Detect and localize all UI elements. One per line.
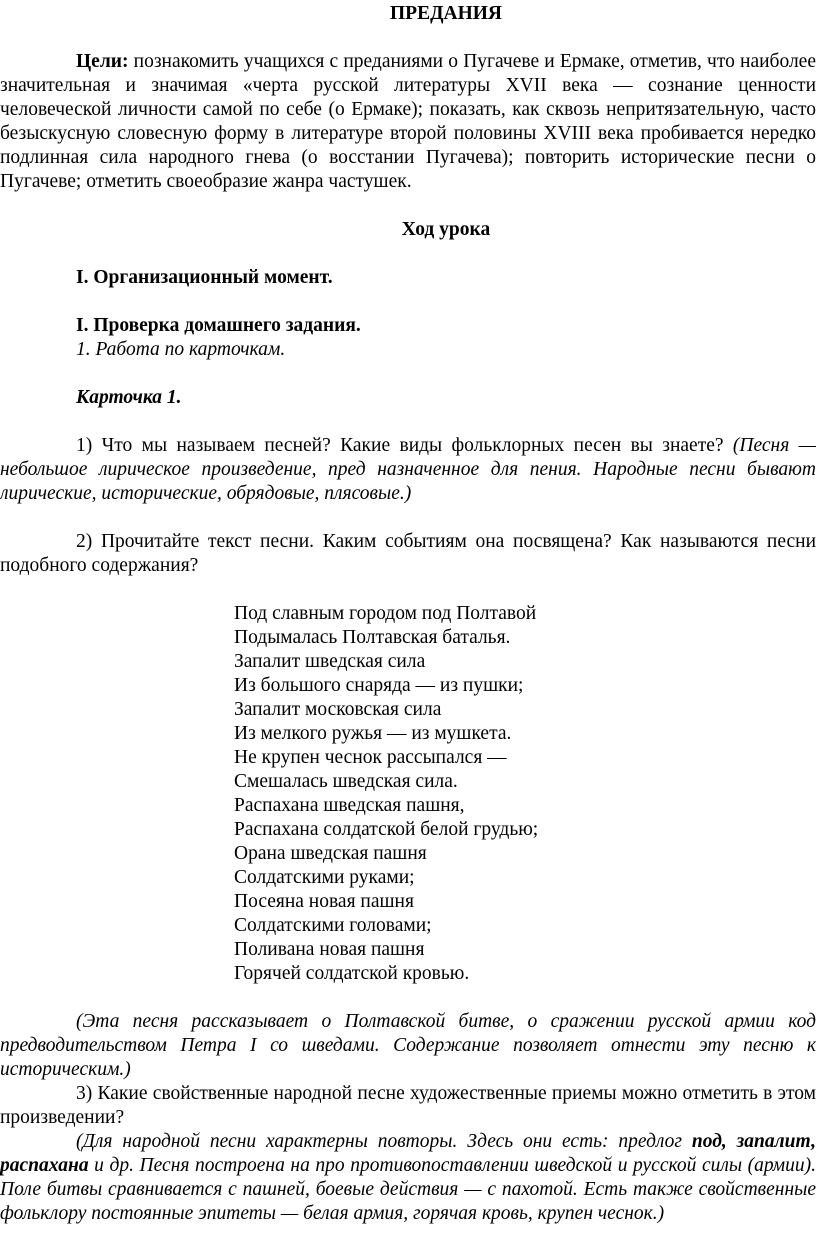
poem-line: Орана шведская пашня: [234, 843, 427, 864]
poem-line: Не крупен чеснок рассыпался —: [234, 747, 507, 768]
goals-label: Цели:: [76, 51, 129, 72]
question-3-answer: [0, 1130, 816, 1226]
question-2: 2) Прочитайте текст песни. Каким событиям она посвящена? Как называются песни подобного содержания?: [0, 531, 816, 576]
poem-line: Смешалась шведская сила.: [234, 771, 458, 792]
section-homework-subitem: 1. Работа по карточкам.: [76, 339, 286, 360]
poem-line: Поливана новая пашня: [234, 939, 425, 960]
spacer: [0, 26, 816, 50]
poem-line: Под славным городом под Полтавой: [234, 603, 537, 624]
spacer: [0, 290, 816, 314]
poem-line: Запалит московская сила: [234, 699, 442, 720]
question-3-answer-part2: и др. Песня построена на про противопоставлении шведской и русской силы (армии). Поле битвы сравнивается с пашней, боевые действия — с пахотой. Есть также свойственные фольклору постоянные эпитеты — белая армия, горячая кровь, крупен чеснок.): [0, 1155, 816, 1224]
poem-line: Солдатскими головами;: [234, 915, 432, 936]
poem-line: Подымалась Полтавская баталья.: [234, 627, 511, 648]
page-title: ПРЕДАНИЯ: [389, 3, 502, 24]
spacer: [0, 194, 816, 218]
spacer: [0, 362, 816, 386]
question-3-answer-bold: под, запалит, распахана: [0, 1131, 816, 1176]
spacer: [0, 242, 816, 266]
lesson-heading: Ход урока: [401, 219, 491, 240]
poem-line: Горячей солдатской кровью.: [234, 963, 470, 984]
poem-line: Распахана солдатской белой грудью;: [234, 819, 539, 840]
goals-text: познакомить учащихся с преданиями о Пугачеве и Ермаке, отметив, что наиболее значительная и значимая «черта русской литературы XVII века — сознание ценности человеческой личности самой по себе (о Ермаке); показать, как сквозь непритязательную, часто безыскусную словесную форму в литературе второй половины XVIII века пробивается нередко подлинная сила народного гнева (о восстании Пугачева); повторить исторические песни о Пугачеве; отметить своеобразие жанра частушек.: [0, 51, 816, 192]
poem-line: Солдатскими руками;: [234, 867, 415, 888]
poem-line: Распахана шведская пашня,: [234, 795, 465, 816]
question-2-answer: (Эта песня рассказывает о Полтавской битве, о сражении русской армии код предводительством Петра I со шведами. Содержание позволяет отнести эту песню к историческим.): [0, 1011, 816, 1080]
section-homework-check: I. Проверка домашнего задания.: [76, 315, 361, 336]
section-organizational: I. Организационный момент.: [76, 267, 333, 288]
poem-line: Из большого снаряда — из пушки;: [234, 675, 524, 696]
question-1-answer: (Песня — небольшое лирическое произведение, пред назначенное для пения. Народные песни бывают лирические, исторические, обрядовые, плясовые.): [0, 435, 816, 504]
goals-paragraph: [0, 50, 816, 194]
question-3-answer-part1: (Для народной песни характерны повторы. Здесь они есть: предлог: [76, 1131, 692, 1152]
question-1: [0, 434, 816, 506]
card-title: Карточка 1.: [76, 387, 182, 408]
spacer: [0, 410, 816, 434]
poem-line: Запалит шведская сила: [234, 651, 426, 672]
spacer: [0, 578, 816, 602]
question-1-text: 1) Что мы называем песней? Какие виды фольклорных песен вы знаете?: [76, 435, 733, 456]
spacer: [0, 986, 816, 1010]
poem-line: Из мелкого ружья — из мушкета.: [234, 723, 512, 744]
spacer: [0, 506, 816, 530]
poem-line: Посеяна новая пашня: [234, 891, 414, 912]
question-3: 3) Какие свойственные народной песне художественные приемы можно отметить в этом произведении?: [0, 1083, 816, 1128]
song-text: [0, 602, 816, 986]
